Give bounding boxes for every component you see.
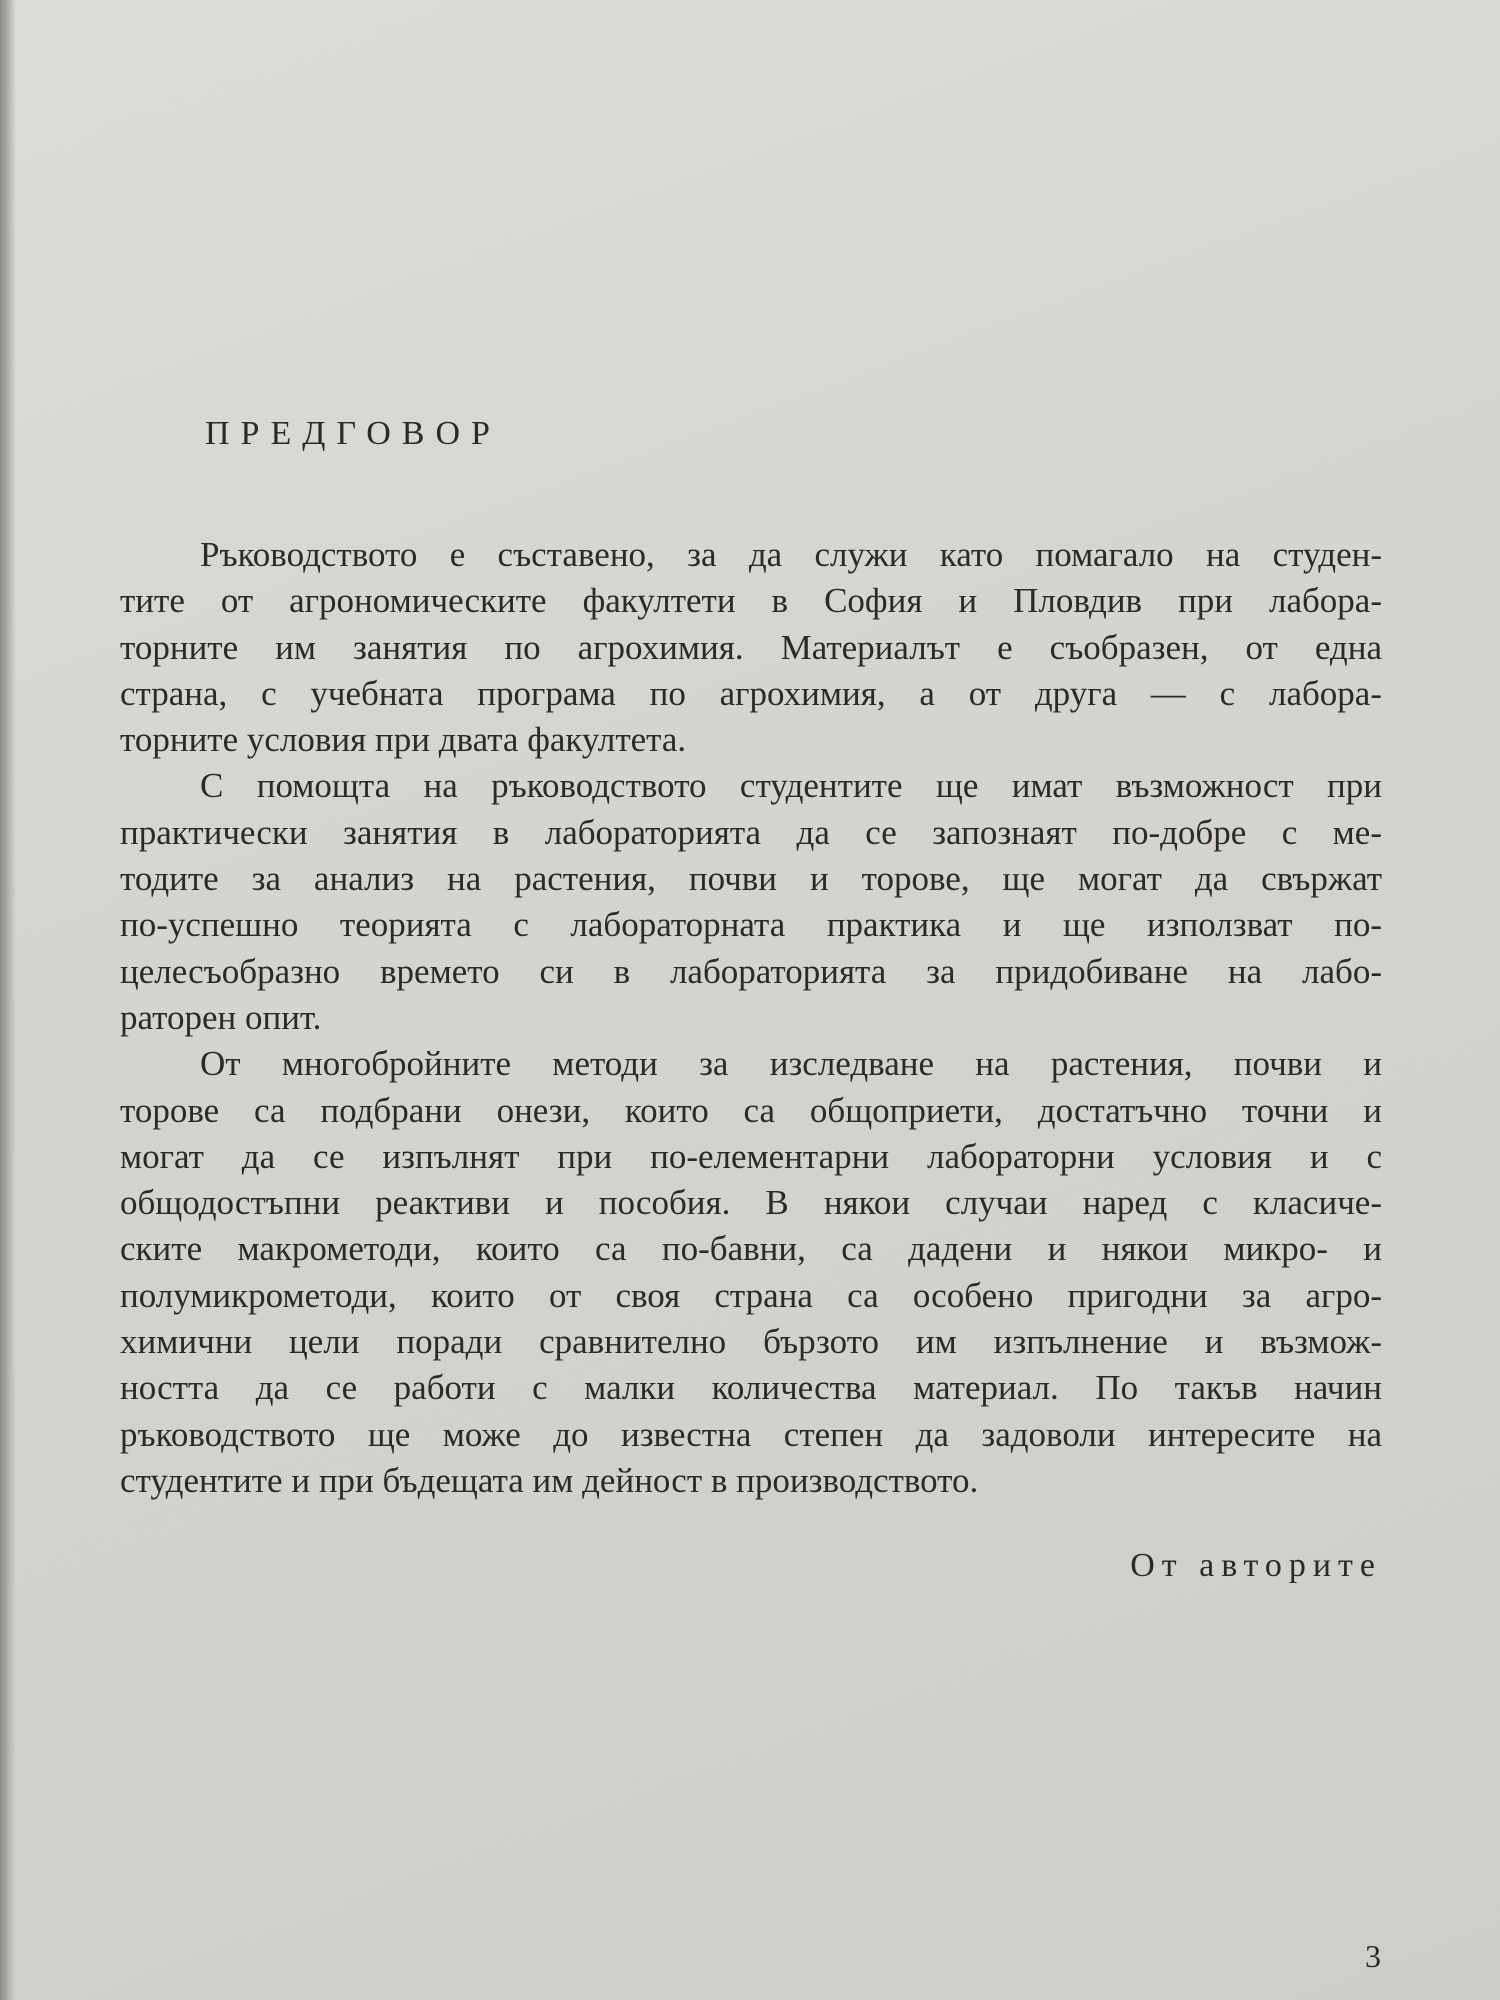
text-line: общодостъпни реактиви и пособия. В някои случаи наред с класиче- <box>120 1183 1382 1223</box>
text-line: От многобройните методи за изследване на растения, почви и <box>200 1044 1382 1084</box>
text-line: ръководството ще може до известна степен да задоволи интересите на <box>120 1414 1382 1454</box>
page-number: 3 <box>1365 1938 1381 1974</box>
preface-body <box>120 532 1382 1504</box>
text-line: С помощта на ръководството студентите ще имат възможност при <box>200 766 1382 806</box>
text-line: полумикрометоди, които от своя страна са особено пригодни за агро- <box>120 1275 1382 1315</box>
text-line: ските макрометоди, които са по-бавни, са дадени и някои микро- и <box>120 1229 1382 1269</box>
text-line: тите от агрономическите факултети в София и Пловдив при лабора- <box>120 581 1382 621</box>
text-line: торните условия при двата факултета. <box>120 720 687 760</box>
text-line: могат да се изпълнят при по-елементарни лабораторни условия и с <box>120 1136 1382 1176</box>
text-line: тодите за анализ на растения, почви и торове, ще могат да свържат <box>120 859 1382 899</box>
page-title: ПРЕДГОВОР <box>205 415 501 452</box>
text-line: торове са подбрани онези, които са общоприети, достатъчно точни и <box>120 1090 1382 1130</box>
text-line: страна, с учебната програма по агрохимия, а от друга — с лабора- <box>120 673 1382 713</box>
text-line: раторен опит. <box>120 997 322 1037</box>
text-line: химични цели поради сравнително бързото им изпълнение и възмож- <box>120 1322 1382 1362</box>
text-line: ността да се работи с малки количества материал. По такъв начин <box>120 1368 1382 1408</box>
text-line: студентите и при бъдещата им дейност в производството. <box>120 1460 979 1500</box>
text-line: Ръководството е съставено, за да служи като помагало на студен- <box>200 535 1382 574</box>
text-line: по-успешно теорията с лабораторната практика и ще използват по- <box>120 905 1382 945</box>
text-line: целесъобразно времето си в лабораторията за придобиване на лабо- <box>120 951 1382 991</box>
text-line: практически занятия в лабораторията да се запознаят по-добре с ме- <box>120 812 1382 852</box>
text-line: торните им занятия по агрохимия. Материалът е съобразен, от една <box>120 627 1382 667</box>
page-binding-edge <box>0 0 16 2000</box>
authors-signature: От авторите <box>1130 1547 1382 1584</box>
